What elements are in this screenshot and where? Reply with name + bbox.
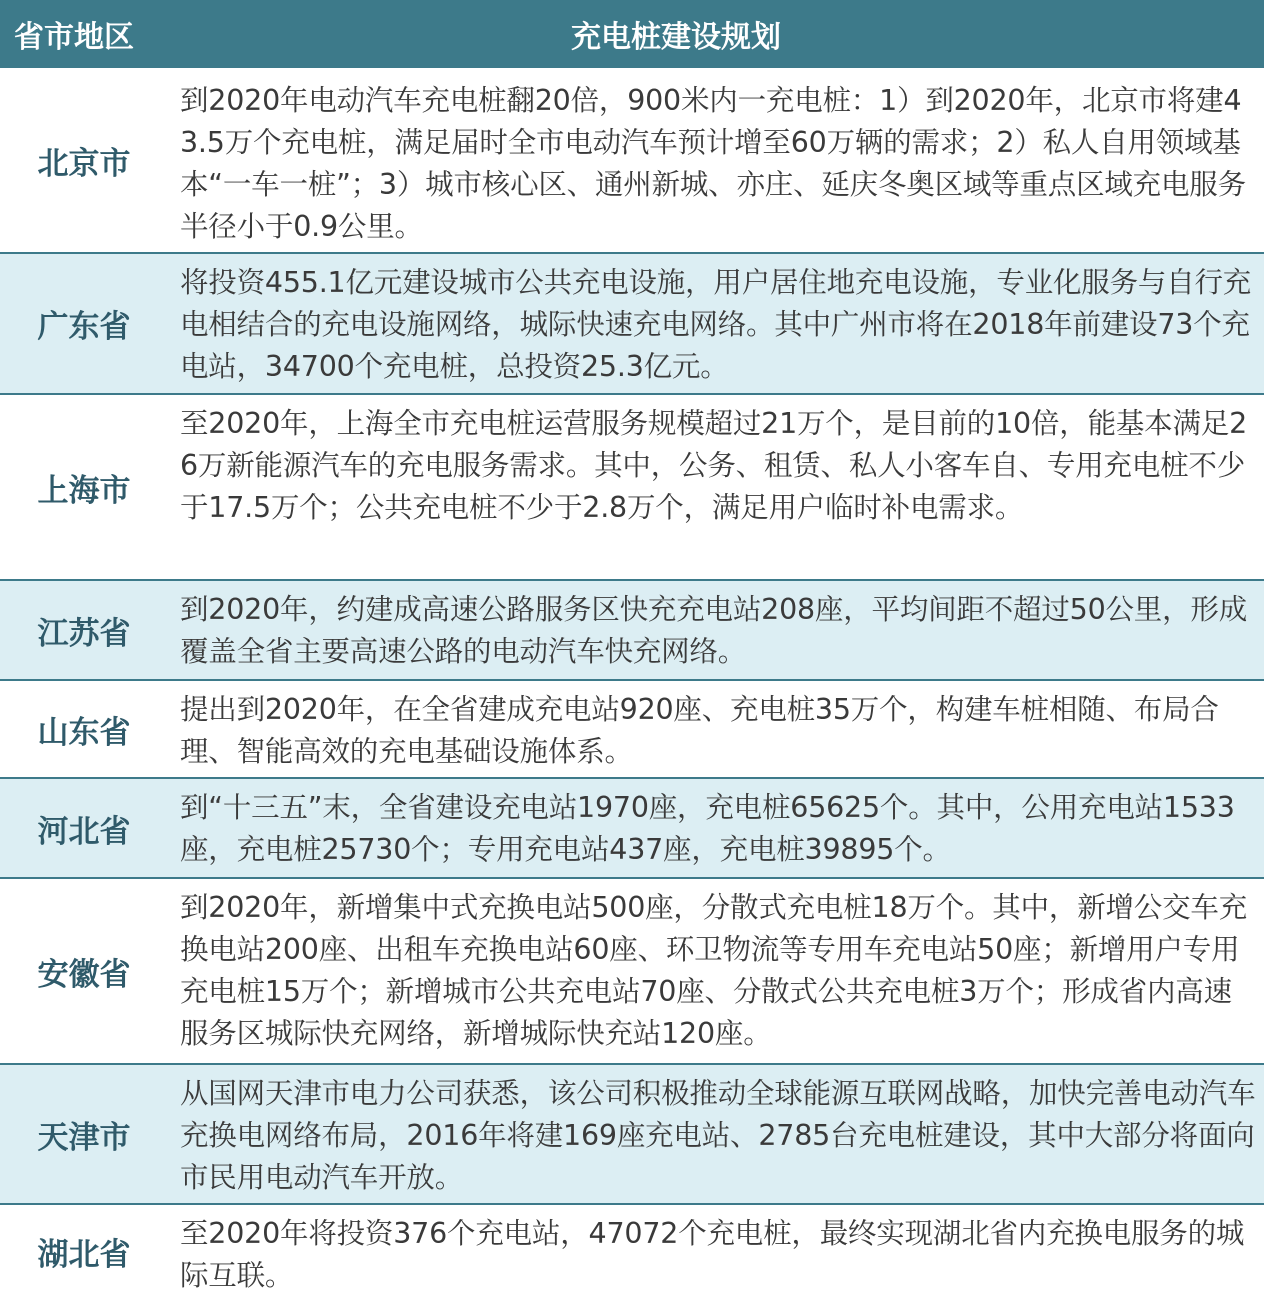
table-row [0,68,1264,254]
table-row [0,1065,1264,1205]
region-cell: 天津市 [37,1119,131,1156]
plan-cell: 提出到2020年，在全省建成充电站920座、充电桩35万个，构建车桩相随、布局合理、智能高效的充电基础设施体系。 [180,693,1219,768]
region-cell: 湖北省 [37,1236,131,1273]
region-cell: 广东省 [37,309,131,345]
table-row [0,879,1264,1065]
plan-cell: 到“十三五”末，全省建设充电站1970座，充电桩65625个。其中，公用充电站1533座，充电桩25730个；专用充电站437座，充电桩39895个。 [180,791,1235,866]
plan-cell: 到2020年，约建成高速公路服务区快充充电站208座，平均间距不超过50公里，形成覆盖全省主要高速公路的电动汽车快充网络。 [180,593,1247,668]
header-region: 省市地区 [14,20,134,55]
header-plan: 充电桩建设规划 [571,20,781,55]
region-cell: 山东省 [37,714,131,751]
table-row [0,581,1264,681]
plan-cell: 至2020年将投资376个充电站，47072个充电桩，最终实现湖北省内充换电服务的城际互联。 [180,1217,1245,1292]
plan-cell: 到2020年，新增集中式充换电站500座，分散式充电桩18万个。其中，新增公交车充换电站200座、出租车充换电站60座、环卫物流等专用车充电站50座；新增用户专用充电桩15万个；新增城市公共充电站70座、分散式公共充电桩3万个；形成省内高速服务区城际快充网络，新增城际快充站120座。 [180,891,1247,1050]
region-cell: 江苏省 [37,615,131,652]
table-row [0,1205,1264,1297]
table-row [0,254,1264,395]
region-cell: 北京市 [37,145,131,182]
table-row [0,395,1264,581]
plan-cell: 到2020年电动汽车充电桩翻20倍，900米内一充电桩：1）到2020年，北京市将建43.5万个充电桩，满足届时全市电动汽车预计增至60万辆的需求；2）私人自用领域基本“一车一桩”；3）城市核心区、通州新城、亦庄、延庆冬奥区域等重点区域充电服务半径小于0.9公里。 [180,84,1246,243]
region-cell: 安徽省 [37,956,131,993]
region-cell: 上海市 [37,472,131,509]
plan-cell: 从国网天津市电力公司获悉，该公司积极推动全球能源互联网战略，加快完善电动汽车充换电网络布局，2016年将建169座充电站、2785台充电桩建设，其中大部分将面向市民用电动汽车开放。 [180,1077,1256,1194]
table-row [0,779,1264,879]
table-header [0,0,1264,68]
plan-cell: 将投资455.1亿元建设城市公共充电设施，用户居住地充电设施，专业化服务与自行充电相结合的充电设施网络，城际快速充电网络。其中广州市将在2018年前建设73个充电站，34700个充电桩，总投资25.3亿元。 [180,266,1252,383]
region-cell: 河北省 [37,813,131,850]
plan-cell: 至2020年，上海全市充电桩运营服务规模超过21万个，是目前的10倍，能基本满足26万新能源汽车的充电服务需求。其中，公务、租赁、私人小客车自、专用充电桩不少于17.5万个；公共充电桩不少于2.8万个，满足用户临时补电需求。 [180,407,1247,524]
table-row [0,681,1264,779]
